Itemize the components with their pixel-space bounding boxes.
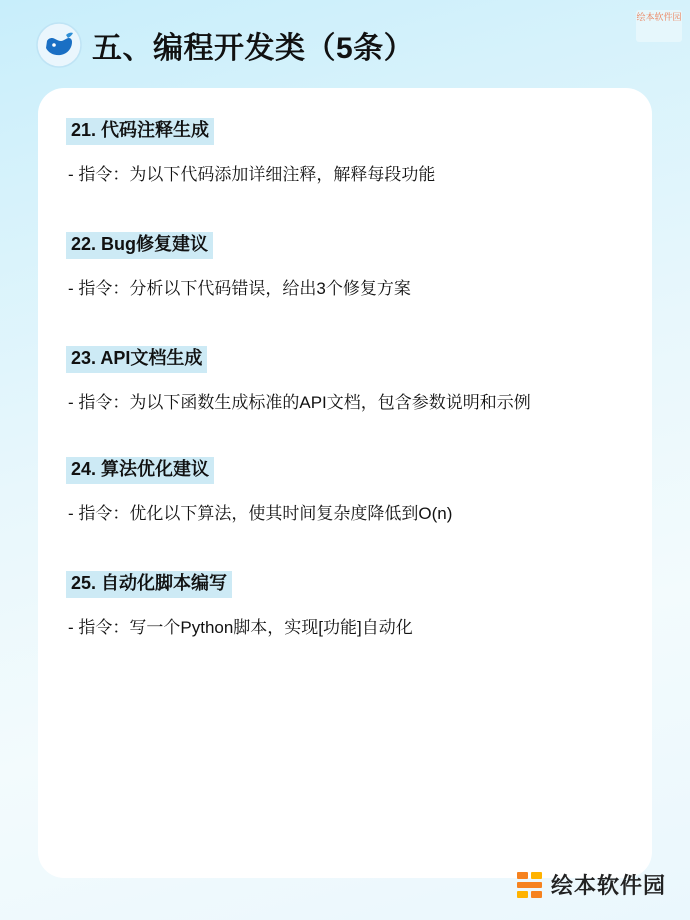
orange-blocks-logo-icon xyxy=(517,872,543,898)
entry-body: - 指令：优化以下算法，使其时间复杂度降低到O(n) xyxy=(68,503,453,523)
entry-body: - 指令：为以下代码添加详细注释，解释每段功能 xyxy=(68,164,436,184)
entry-title: 24. 算法优化建议 xyxy=(66,457,214,484)
corner-watermark: 绘本软件园 xyxy=(636,10,682,42)
list-item xyxy=(66,346,624,418)
brand-name: 绘本软件园 xyxy=(550,873,666,898)
entry-title: 22. Bug修复建议 xyxy=(66,232,213,259)
list-item xyxy=(66,571,624,643)
page-header xyxy=(0,0,690,78)
footer-brand xyxy=(517,869,666,900)
list-item xyxy=(66,118,624,190)
whale-icon xyxy=(36,22,82,68)
entry-title: 23. API文档生成 xyxy=(66,346,207,373)
entry-title: 21. 代码注释生成 xyxy=(66,118,214,145)
content-card xyxy=(38,88,652,878)
page-title: 五、编程开发类（5条） xyxy=(92,32,415,65)
entry-body: - 指令：分析以下代码错误，给出3个修复方案 xyxy=(68,279,411,299)
entry-body: - 指令：为以下函数生成标准的API文档，包含参数说明和示例 xyxy=(68,393,531,413)
entry-body: - 指令：写一个Python脚本，实现[功能]自动化 xyxy=(68,617,413,637)
entry-title: 25. 自动化脚本编写 xyxy=(66,571,232,598)
list-item xyxy=(66,232,624,304)
list-item xyxy=(66,457,624,529)
